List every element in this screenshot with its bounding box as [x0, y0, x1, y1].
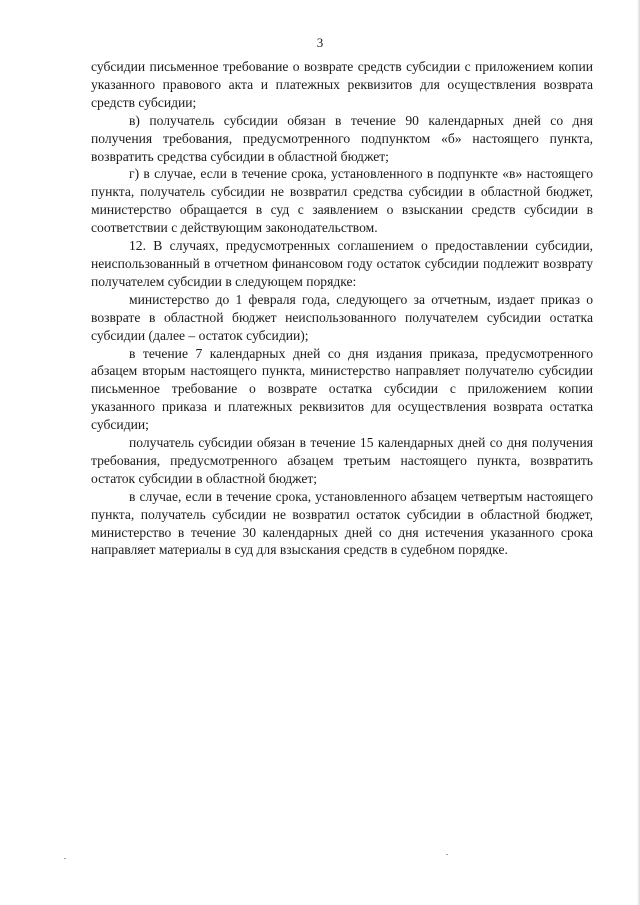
- paragraph-ministry-order: министерство до 1 февраля года, следующего за отчетным, издает приказ о возврате в областной бюджет неиспользованного получателем субсидии остатка субсидии (далее – остаток субсидии);: [91, 291, 593, 343]
- scan-speck: [64, 858, 66, 859]
- paragraph-item-v: в) получатель субсидии обязан в течение 90 календарных дней со дня получения требования, предусмотренного подпунктом «б» настоящего пункта, возвратить средства субсидии в областной бюджет;: [91, 112, 593, 164]
- document-body: [91, 58, 593, 559]
- scan-speck: [446, 854, 448, 855]
- paragraph-clause-12: 12. В случаях, предусмотренных соглашением о предоставлении субсидии, неиспользованный в отчетном финансовом году остаток субсидии подлежит возврату получателем субсидии в следующем порядке:: [91, 238, 593, 289]
- page-number: 3: [316, 35, 324, 50]
- paragraph-item-g: г) в случае, если в течение срока, установленного в подпункте «в» настоящего пункта, получатель субсидии не возвратил средства субсидии в областной бюджет, министерство обращается в суд с заявлением о взыскании средств субсидии в соответствии с действующим законодательством.: [91, 166, 593, 236]
- paragraph-court: в случае, если в течение срока, установленного абзацем четвертым настоящего пункта, получатель субсидии не возвратил остаток субсидии в областной бюджет, министерство в течение 30 календарных дней со дня истечения указанного срока направляет материалы в суд для взыскания средств в судебном порядке.: [91, 488, 593, 558]
- paragraph-seven-days: в течение 7 календарных дней со дня издания приказа, предусмотренного абзацем вторым настоящего пункта, министерство направляет получателю субсидии письменное требование о возврате остатка субсидии с приложением копии указанного приказа и платежных реквизитов для осуществления возврата остатка субсидии;: [91, 345, 593, 433]
- paragraph-continuation: субсидии письменное требование о возврате средств субсидии с приложением копии указанного правового акта и платежных реквизитов для осуществления возврата средств субсидии;: [91, 59, 593, 110]
- paragraph-fifteen-days: получатель субсидии обязан в течение 15 календарных дней со дня получения требования, предусмотренного абзацем третьим настоящего пункта, возвратить остаток субсидии в областной бюджет;: [91, 435, 593, 486]
